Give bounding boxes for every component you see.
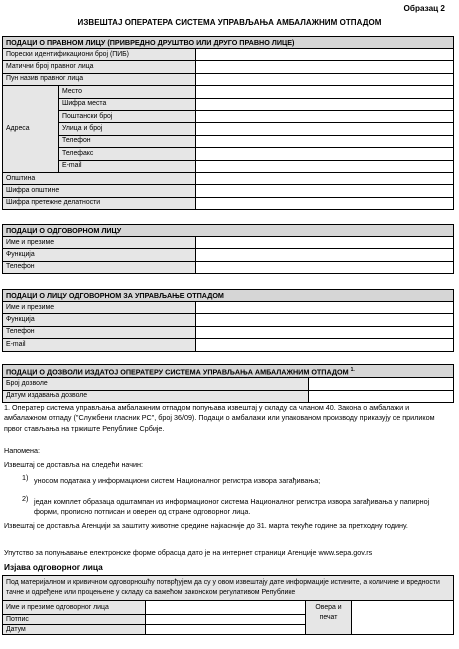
- waste-person-name-label: Име и презиме: [3, 302, 196, 314]
- reg-no-label: Матични број правног лица: [3, 61, 196, 73]
- waste-person-email-label: E-mail: [3, 339, 196, 351]
- note-item1-text: уносом података у информациони систем Националног регистра извора загађивања;: [34, 476, 321, 485]
- permit-header-text: ПОДАЦИ О ДОЗВОЛИ ИЗДАТОЈ ОПЕРАТЕРУ СИСТЕМА УПРАВЉАЊА АМБАЛАЖНИМ ОТПАДОМ: [6, 367, 349, 377]
- pib-field[interactable]: [196, 49, 454, 61]
- waste-person-function-label: Функција: [3, 314, 196, 326]
- declaration-title: Изјава одговорног лица: [4, 562, 103, 572]
- address-postal-label: Поштански број: [59, 110, 196, 122]
- permit-footnote-ref: 1.: [350, 367, 355, 373]
- address-fax-field[interactable]: [196, 148, 454, 160]
- address-phone-label: Телефон: [59, 135, 196, 147]
- responsible-person-header: ПОДАЦИ О ОДГОВОРНОМ ЛИЦУ: [3, 225, 454, 237]
- legal-entity-table: [2, 36, 454, 210]
- waste-person-table: [2, 289, 454, 352]
- address-fax-label: Телефакс: [59, 148, 196, 160]
- permit-date-field[interactable]: [309, 390, 454, 402]
- municipality-field[interactable]: [196, 172, 454, 184]
- signature-field[interactable]: [146, 615, 306, 625]
- note-item2-text: један комплет образаца одштампан из информационог система Националног регистра извора загађивања у папирној форми, прописно потписан и оверен од стране одговорног лица.: [34, 497, 430, 517]
- address-phone-field[interactable]: [196, 135, 454, 147]
- municipality-code-field[interactable]: [196, 185, 454, 197]
- form-number: Образац 2: [403, 4, 445, 13]
- permit-header: [3, 365, 454, 378]
- date-field[interactable]: [146, 625, 306, 635]
- stamp-label: Овера и печат: [306, 601, 352, 635]
- responsible-name-field[interactable]: [196, 237, 454, 249]
- permit-date-label: Датум издавања дозволе: [3, 390, 309, 402]
- responsible-phone-field[interactable]: [196, 261, 454, 273]
- waste-person-email-field[interactable]: [196, 339, 454, 351]
- stamp-area[interactable]: [352, 601, 454, 635]
- legal-entity-header: ПОДАЦИ О ПРАВНОМ ЛИЦУ (ПРИВРЕДНО ДРУШТВО ИЛИ ДРУГО ПРАВНО ЛИЦЕ): [3, 37, 454, 49]
- responsible-function-label: Функција: [3, 249, 196, 261]
- notes-intro: Извештај се доставља на следећи начин:: [4, 460, 143, 469]
- signer-name-label: Име и презиме одговорног лица: [3, 601, 146, 615]
- waste-person-header: ПОДАЦИ О ЛИЦУ ОДГОВОРНОМ ЗА УПРАВЉАЊЕ ОТПАДОМ: [3, 290, 454, 302]
- notes-heading: Напомена:: [4, 446, 40, 455]
- address-email-label: E-mail: [59, 160, 196, 172]
- responsible-function-field[interactable]: [196, 249, 454, 261]
- instructions-text: Упутство за попуњавање електронске форме обрасца дато је на интернет страници Агенције www.sepa.gov.rs: [4, 548, 373, 557]
- reg-no-field[interactable]: [196, 61, 454, 73]
- address-place-code-field[interactable]: [196, 98, 454, 110]
- address-street-label: Улица и број: [59, 123, 196, 135]
- address-place-field[interactable]: [196, 86, 454, 98]
- declaration-table: [2, 575, 454, 635]
- waste-person-phone-label: Телефон: [3, 326, 196, 338]
- waste-person-function-field[interactable]: [196, 314, 454, 326]
- note-item1-number: 1): [22, 473, 29, 482]
- full-name-field[interactable]: [196, 73, 454, 85]
- declaration-text: Под материјалном и кривичном одговорношћу потврђујем да су у овом извештају дате информације истините, а количине и вредности тачне и одређене или процењене у складу са важећом законском регулативом Републике: [3, 576, 454, 601]
- responsible-name-label: Име и презиме: [3, 237, 196, 249]
- permit-number-field[interactable]: [309, 378, 454, 390]
- permit-number-label: Број дозволе: [3, 378, 309, 390]
- municipality-code-label: Шифра општине: [3, 185, 196, 197]
- signature-label: Потпис: [3, 615, 146, 625]
- address-label: Адреса: [3, 86, 59, 173]
- permit-table: [2, 364, 454, 403]
- responsible-phone-label: Телефон: [3, 261, 196, 273]
- full-name-label: Пун назив правног лица: [3, 73, 196, 85]
- municipality-label: Општина: [3, 172, 196, 184]
- address-place-code-label: Шифра места: [59, 98, 196, 110]
- address-place-label: Место: [59, 86, 196, 98]
- page-title: ИЗВЕШТАЈ ОПЕРАТЕРА СИСТЕМА УПРАВЉАЊА АМБАЛАЖНИМ ОТПАДОМ: [77, 18, 382, 27]
- address-postal-field[interactable]: [196, 110, 454, 122]
- footnote-text: 1. Оператер система управљања амбалажним отпадом попуњава извештај у складу са чланом 40. Закона о амбалажи и амбалажном отпаду ("Службени гласник РС", број 36/09). Подаци о амбалажи или упакованом производу приказују се приликом првог стављања на тржиште Републике Србије.: [4, 403, 435, 433]
- signer-name-field[interactable]: [146, 601, 306, 615]
- date-label: Датум: [3, 625, 146, 635]
- waste-person-phone-field[interactable]: [196, 326, 454, 338]
- activity-code-label: Шифра претежне делатности: [3, 197, 196, 209]
- responsible-person-table: [2, 224, 454, 274]
- activity-code-field[interactable]: [196, 197, 454, 209]
- deadline-text: Извештај се доставља Агенцији за заштиту животне средине најкасније до 31. марта текуће године за претходну годину.: [4, 521, 408, 530]
- pib-label: Порески идентификациони број (ПИБ): [3, 49, 196, 61]
- waste-person-name-field[interactable]: [196, 302, 454, 314]
- note-item2-number: 2): [22, 494, 29, 503]
- address-street-field[interactable]: [196, 123, 454, 135]
- address-email-field[interactable]: [196, 160, 454, 172]
